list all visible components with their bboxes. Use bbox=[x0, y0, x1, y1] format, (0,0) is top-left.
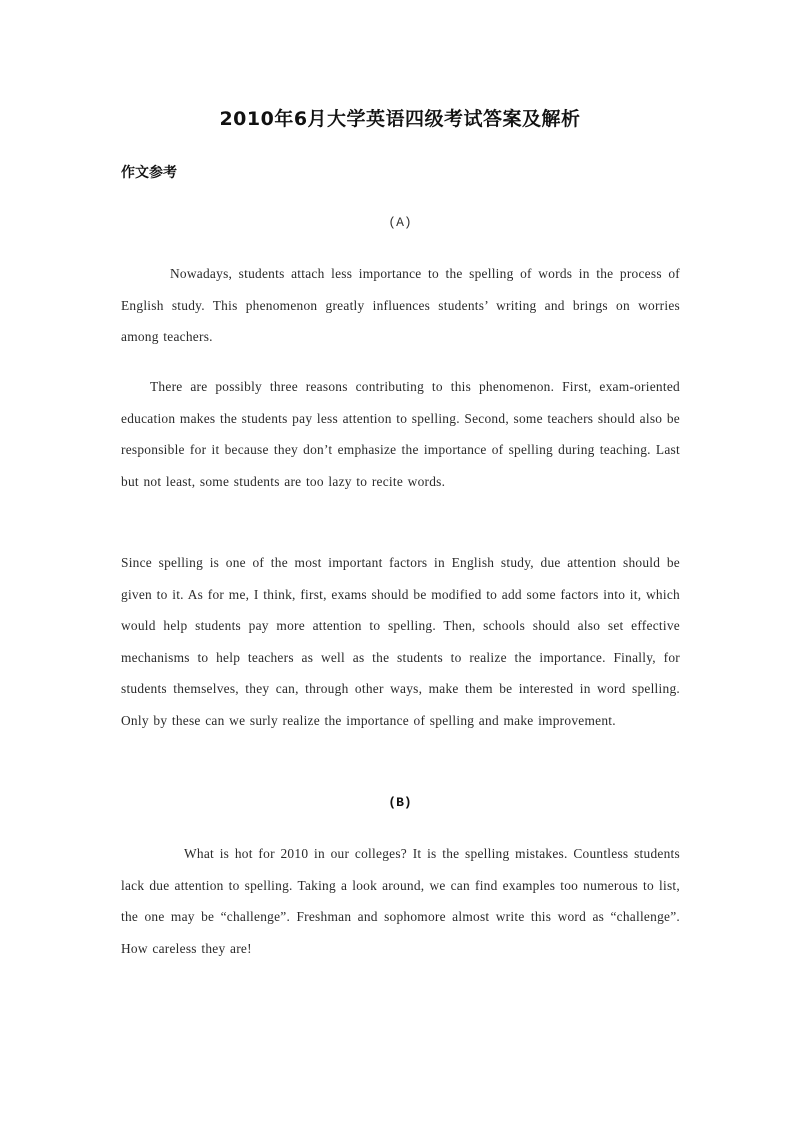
essay-a-paragraph-2: There are possibly three reasons contributing to this phenomenon. First, exam-oriented education makes the students pay less attention to spelling. Second, some teachers should also be responsible for it because they don’t emphasize the importance of spelling during teaching. Last but not least, some students are too lazy to recite words. bbox=[121, 379, 680, 489]
essay-a-paragraph-1: Nowadays, students attach less importance to the spelling of words in the process of English study. This phenomenon greatly influences students’ writing and brings on worries among teachers. bbox=[121, 266, 680, 345]
page-title: 2010年6月大学英语四级考试答案及解析 bbox=[219, 108, 581, 130]
essay-a-paragraph-3: Since spelling is one of the most important factors in English study, due attention should be given to it. As for me, I think, first, exams should be modified to add some factors into it, which would help students pay more attention to spelling. Then, schools should also set effective mechanisms to help teachers as well as the students to realize the importance. Finally, for students themselves, they can, through other ways, make them be interested in word spelling. Only by these can we surly realize the importance of spelling and make improvement. bbox=[121, 555, 680, 728]
essay-a-label: (A) bbox=[388, 215, 412, 230]
section-heading: 作文参考 bbox=[121, 165, 177, 181]
essay-b-label: (B) bbox=[388, 795, 412, 810]
essay-b-paragraph-1: What is hot for 2010 in our colleges? It is the spelling mistakes. Countless students lack due attention to spelling. Taking a look around, we can find examples too numerous to list, the one may be “challenge”. Freshman and sophomore almost write this word as “challenge”. How careless they are! bbox=[121, 846, 680, 956]
